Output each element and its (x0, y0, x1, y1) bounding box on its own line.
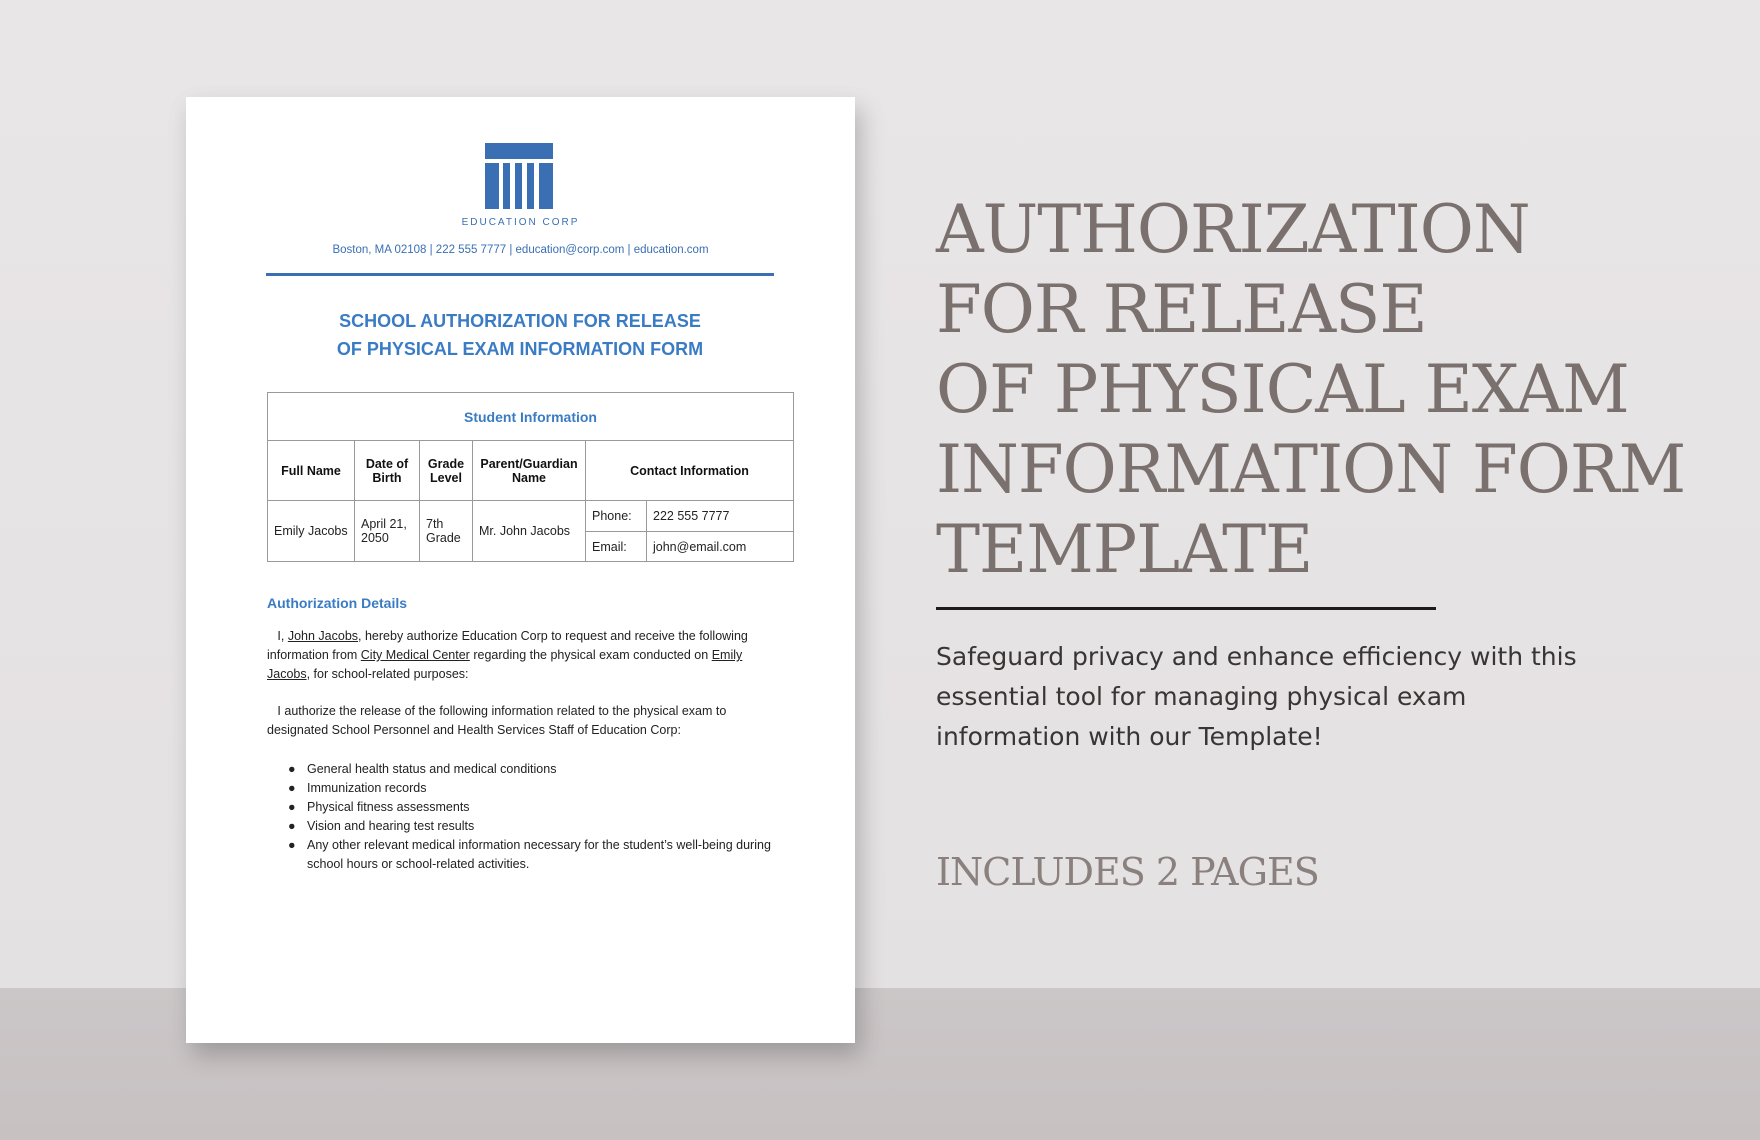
authorization-paragraph-2 (267, 702, 777, 740)
header-guardian-name: Parent/Guardian Name (473, 441, 586, 501)
cell-grade-level: 7th Grade (420, 501, 473, 562)
list-item: ● Vision and hearing test results (288, 819, 475, 833)
authorization-details-heading: Authorization Details (267, 595, 408, 611)
list-item: ● Immunization records (288, 781, 427, 795)
promo-title-line: AUTHORIZATION (936, 191, 1530, 268)
table-title: Student Information (268, 393, 794, 441)
student-information-table (267, 392, 794, 562)
promo-divider (936, 607, 1436, 610)
para1-text-1: I, (277, 629, 288, 643)
education-corp-logo-icon (485, 143, 553, 209)
header-divider (266, 273, 774, 276)
released-information-list (267, 760, 777, 874)
cell-email-label: Email: (586, 532, 647, 562)
cell-date-of-birth: April 21, 2050 (355, 501, 420, 562)
para2-text: I authorize the release of the following information related to the physical exam to designated School Personnel and Health Services Staff of Education Corp: (267, 704, 727, 737)
para1-student-name: Emily Jacobs (267, 648, 743, 681)
document-preview (186, 97, 855, 1043)
cell-email: john@email.com (647, 532, 794, 562)
header-date-of-birth: Date of Birth (355, 441, 420, 501)
document-title-line-1: SCHOOL AUTHORIZATION FOR RELEASE (339, 311, 701, 331)
para1-provider-name: City Medical Center (360, 648, 470, 662)
promo-title-line: TEMPLATE (936, 511, 1313, 588)
para1-text-4: , for school-related purposes: (306, 667, 469, 681)
cell-phone: 222 555 7777 (647, 501, 794, 532)
list-item: ● General health status and medical conditions (288, 762, 557, 776)
promo-title-line: FOR RELEASE (936, 271, 1427, 348)
promo-tagline: Safeguard privacy and enhance efficiency with this essential tool for managing physical exam information with our Template! (936, 642, 1577, 751)
authorization-paragraph-1 (267, 627, 777, 684)
header-contact-information: Contact Information (586, 441, 794, 501)
cell-full-name: Emily Jacobs (268, 501, 355, 562)
promo-title-line: OF PHYSICAL EXAM (936, 351, 1629, 428)
para1-text-2: , hereby authorize Education Corp to request and receive the following information from (267, 629, 748, 662)
cell-phone-label: Phone: (586, 501, 647, 532)
header-full-name: Full Name (268, 441, 355, 501)
para1-text-3: regarding the physical exam conducted on (469, 648, 712, 662)
document-title-line-2: OF PHYSICAL EXAM INFORMATION FORM (336, 339, 704, 359)
header-grade-level: Grade Level (420, 441, 473, 501)
cell-guardian-name: Mr. John Jacobs (473, 501, 586, 562)
promo-title (936, 190, 1736, 590)
contact-line: Boston, MA 02108 | 222 555 7777 | education@corp.com | education.com (332, 244, 709, 256)
document-title (266, 307, 774, 363)
promo-title-line: INFORMATION FORM (936, 431, 1686, 508)
brand-name: EDUCATION CORP (461, 217, 580, 228)
list-item: ● Physical fitness assessments (288, 800, 470, 814)
para1-guardian-name: John Jacobs (287, 629, 359, 643)
list-item: ● Any other relevant medical information necessary for the student’s well-being during school hours or school-related activities. (288, 838, 771, 871)
page-count-label: INCLUDES 2 PAGES (936, 850, 1319, 894)
